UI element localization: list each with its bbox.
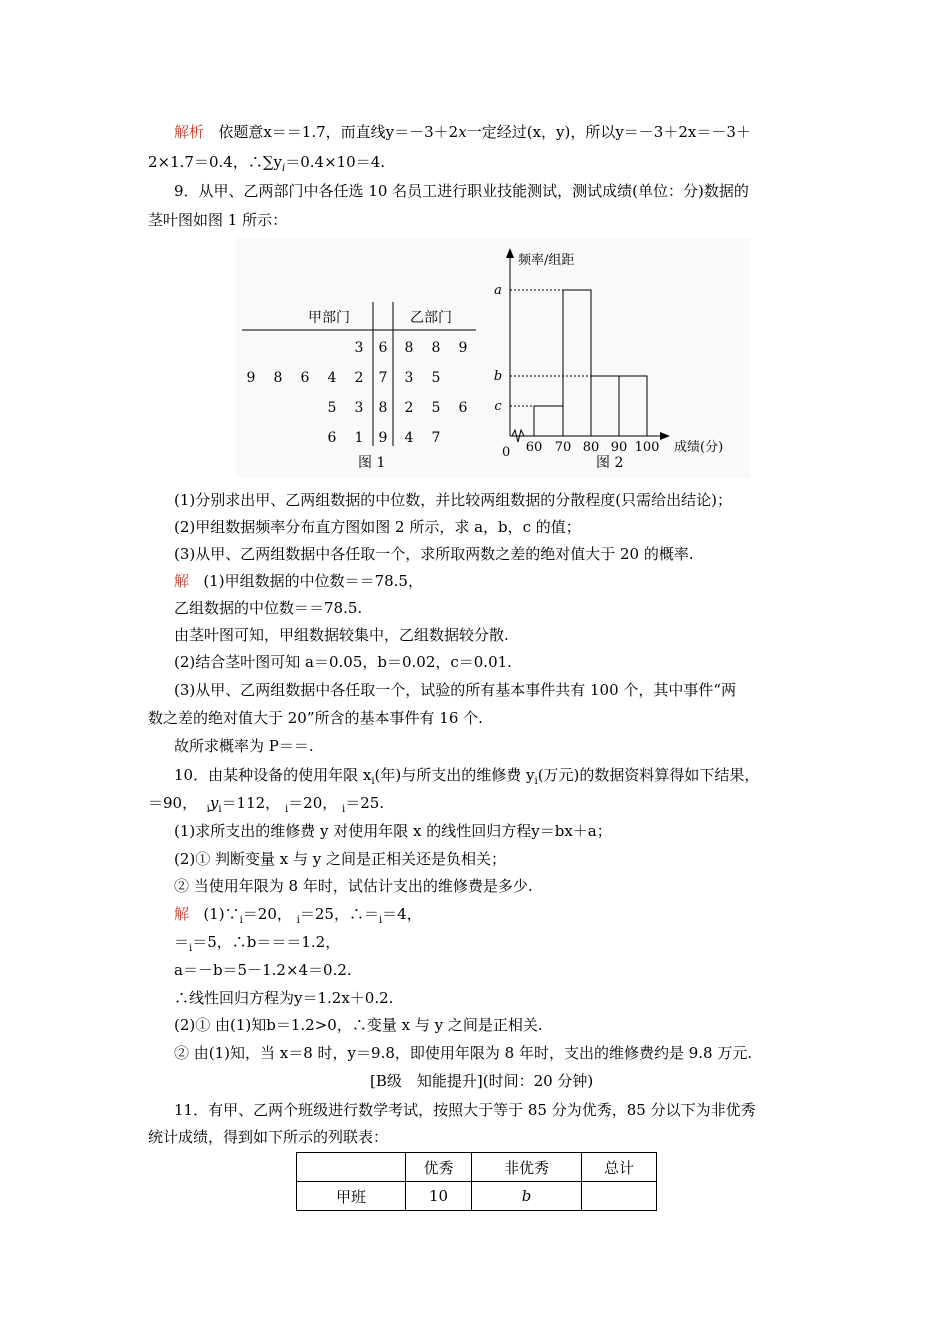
histogram-bar	[591, 376, 619, 436]
contingency-table	[296, 1152, 657, 1211]
q10-sol-1: 解 $(1)\because_i=20$， $_i$＝25，$\therefore=_i=4$，	[174, 905, 422, 926]
histogram	[494, 248, 723, 471]
q10-part1: (1)求所支出的维修费 y 对使用年限 x 的线性回归方程y＝bx＋a；	[174, 822, 612, 840]
x-axis-label: 成绩(分)	[674, 440, 724, 455]
left-title: 甲部门	[308, 310, 350, 326]
q9-sol-2: 乙组数据的中位数＝＝78.5.	[174, 599, 363, 617]
stem-leaf-plot	[242, 302, 476, 471]
stem-value: 6	[378, 340, 388, 356]
q9-sol-1: 解 (1)甲组数据的中位数＝＝78.5，	[174, 572, 423, 590]
stem-value: 9	[378, 430, 388, 446]
y-tick-label: c	[494, 399, 502, 414]
analysis-line-1: 解析 依题意x＝＝1.7，而直线y＝－3＋2x一定经过(x，y)，所以y＝－3＋2x＝－3＋	[174, 123, 751, 141]
q9-line-1: 9．从甲、乙两部门中各任选 10 名员工进行职业技能测试，测试成绩(单位：分)数据的	[174, 182, 749, 200]
left-leaf: 5	[327, 400, 337, 416]
table-header-cell	[297, 1153, 406, 1182]
table-cell: 10	[406, 1182, 472, 1211]
x-tick-label: 70	[554, 440, 572, 455]
left-leaf: 3	[354, 340, 364, 356]
q10-sol-6: ② 由(1)知，当 x＝8 时，y＝9.8，即使用年限为 8 年时，支出的维修费约是 9.8 万元.	[174, 1044, 753, 1062]
q9-part3: (3)从甲、乙两组数据中各任取一个，求所取两数之差的绝对值大于 20 的概率.	[174, 545, 694, 563]
table-row	[297, 1182, 657, 1211]
right-leaf: 3	[404, 370, 414, 386]
left-leaf: 2	[354, 370, 364, 386]
q10-sol-2: $=_i=5$，∴b＝＝＝1.2，	[174, 933, 341, 954]
analysis-line-2: 2×1.7＝0.4，$\therefore\sum y_i=0.4\times 10=4$.	[148, 153, 386, 174]
right-leaf: 2	[404, 400, 414, 416]
q11-line-1: 11．有甲、乙两个班级进行数学考试，按照大于等于 85 分为优秀，85 分以下为非优秀	[174, 1101, 756, 1119]
q10-sol-5: (2)① 由(1)知b＝1.2>0，∴变量 x 与 y 之间是正相关.	[174, 1016, 543, 1034]
q9-sol-3: 由茎叶图可知，甲组数据较集中，乙组数据较分散.	[174, 626, 509, 644]
left-leaf: 3	[354, 400, 364, 416]
left-leaf: 1	[354, 430, 364, 446]
histogram-bar	[534, 406, 563, 436]
q9-sol-7: 故所求概率为 P＝＝.	[174, 737, 314, 755]
table-header-cell: 总计	[582, 1153, 657, 1182]
q10-part2a: (2)① 判断变量 x 与 y 之间是正相关还是负相关；	[174, 850, 507, 868]
left-leaf: 6	[327, 430, 337, 446]
q11-line-2: 统计成绩，得到如下所示的列联表：	[148, 1128, 389, 1146]
y-tick-label: b	[493, 369, 503, 384]
figure2-caption: 图 2	[596, 455, 624, 471]
x-tick-label: 80	[582, 440, 600, 455]
table-header-cell: 非优秀	[472, 1153, 582, 1182]
section-heading: [B级 知能提升](时间：20 分钟)	[370, 1072, 594, 1090]
solution-label: 解	[174, 572, 190, 590]
x-tick-label: 90	[610, 440, 628, 455]
right-leaf: 5	[431, 400, 441, 416]
figures-svg	[236, 238, 750, 478]
right-leaf: 8	[431, 340, 441, 356]
x-tick-label: 60	[525, 440, 543, 455]
stem-value: 8	[378, 400, 388, 416]
left-leaf: 4	[327, 370, 337, 386]
histogram-bar	[619, 376, 647, 436]
q10-line-1: 10．由某种设备的使用年限 $x_i$(年)与所支出的维修费 $y_i$(万元)的数据资料算得如下结果，	[174, 766, 760, 787]
table-cell: b	[472, 1182, 582, 1211]
analysis-label: 解析	[174, 123, 205, 141]
right-title: 乙部门	[410, 310, 452, 326]
left-leaf: 6	[300, 370, 310, 386]
left-leaf: 9	[246, 370, 256, 386]
right-leaf: 7	[431, 430, 441, 446]
table-header-cell: 优秀	[406, 1153, 472, 1182]
figure1-caption: 图 1	[358, 455, 386, 471]
right-leaf: 6	[458, 400, 468, 416]
right-leaf: 4	[404, 430, 414, 446]
table-cell	[582, 1182, 657, 1211]
q9-part2: (2)甲组数据频率分布直方图如图 2 所示，求 a，b，c 的值；	[174, 518, 581, 536]
stem-value: 7	[378, 370, 388, 386]
q10-part2b: ② 当使用年限为 8 年时，试估计支出的维修费是多少.	[174, 877, 533, 895]
y-axis-label: 频率/组距	[518, 253, 575, 268]
q9-line-2: 茎叶图如图 1 所示：	[148, 211, 288, 229]
right-leaf: 9	[458, 340, 468, 356]
y-tick-label: a	[494, 283, 502, 298]
q9-sol-5: (3)从甲、乙两组数据中各任取一个，试验的所有基本事件共有 100 个，其中事件“两	[174, 681, 737, 699]
x-tick-label: 100	[634, 440, 660, 455]
q9-part1: (1)分别求出甲、乙两组数据的中位数，并比较两组数据的分散程度(只需给出结论)；	[174, 491, 732, 509]
table-cell: 甲班	[297, 1182, 406, 1211]
q9-sol-6: 数之差的绝对值大于 20”所含的基本事件有 16 个.	[148, 709, 483, 727]
table-header-row	[297, 1153, 657, 1182]
left-leaf: 8	[273, 370, 283, 386]
q10-sol-3: a＝－b＝5－1.2×4＝0.2.	[174, 961, 352, 979]
q10-sol-4: ∴线性回归方程为y＝1.2x＋0.2.	[174, 989, 394, 1007]
q10-line-2: ＝90， $_iy_i=112$， $_i$＝20， $_i$＝25.	[148, 794, 385, 815]
right-leaf: 8	[404, 340, 414, 356]
right-leaf: 5	[431, 370, 441, 386]
origin-label: 0	[502, 445, 511, 460]
figure-panel	[236, 238, 750, 478]
q9-sol-4: (2)结合茎叶图可知 a＝0.05，b＝0.02，c＝0.01.	[174, 653, 512, 671]
histogram-bar	[563, 290, 591, 436]
